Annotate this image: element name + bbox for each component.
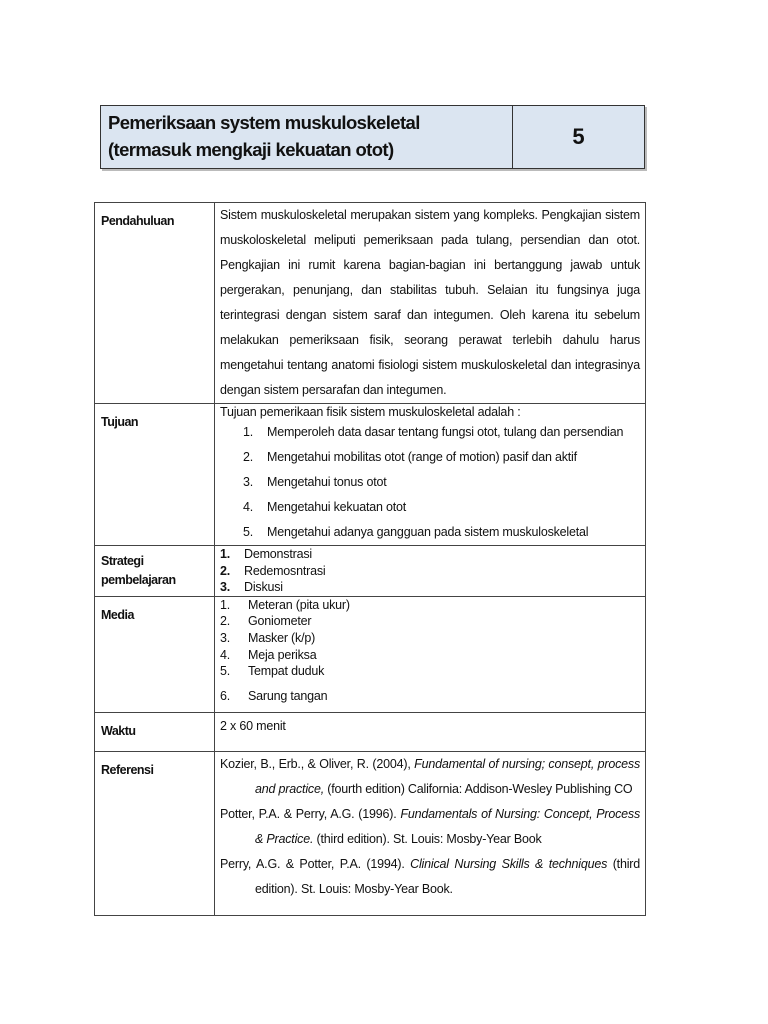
content-tujuan [215, 404, 646, 546]
tujuan-list [220, 420, 640, 545]
list-item: 1. Demonstrasi [220, 547, 312, 561]
waktu-value: 2 x 60 menit [220, 718, 286, 733]
content-referensi [215, 751, 646, 915]
tujuan-intro: Tujuan pemerikaan fisik sistem muskuloskeletal adalah : [220, 405, 521, 419]
list-item: 2. Mengetahui mobilitas otot (range of motion) pasif dan aktif [243, 450, 577, 464]
reference-item: Potter, P.A. & Perry, A.G. (1996). Fundamentals of Nursing: Concept, Process & Practice. (third edition). St. Louis: Mosby-Year Book [220, 806, 640, 846]
list-item: 4. Meja periksa [220, 647, 317, 662]
label-strategi: Strategi pembelajaran [95, 546, 215, 597]
list-item: 3. Masker (k/p) [220, 630, 316, 645]
content-waktu [215, 712, 646, 751]
list-item: 4. Mengetahui kekuatan otot [243, 500, 407, 514]
reference-item: Kozier, B., Erb., & Oliver, R. (2004), Fundamental of nursing; consept, process and practice, (fourth edition) California: Addison-Wesley Publishing CO [220, 756, 640, 796]
row-waktu [95, 712, 646, 751]
list-item: 3. Mengetahui tonus otot [243, 475, 387, 489]
list-item: 2. Goniometer [220, 614, 312, 629]
list-item: 2. Redemosntrasi [220, 563, 326, 578]
list-item: 1. Meteran (pita ukur) [220, 597, 350, 612]
content-media [215, 596, 646, 712]
row-media [95, 596, 646, 712]
label-tujuan: Tujuan [95, 404, 215, 546]
pendahuluan-text: Sistem muskuloskeletal merupakan sistem yang kompleks. Pengkajian sistem muskoloskeletal meliputi pemeriksaan pada tulang, persendian dan otot. Pengkajian ini rumit karena bagian-bagian ini bertanggung jawab untuk pergerakan, penunjang, dan stabilitas tubuh. Selaian itu fungsinya juga terintegrasi dengan sistem saraf dan integumen. Oleh karena itu sebelum melakukan pemeriksaan fisik, seorang perawat terlebih dahulu harus mengetahui tentang anatomi fisiologi sistem muskuloskeletal dan integrasinya dengan sistem persarafan dan integumen. [220, 208, 640, 397]
label-media: Media [95, 596, 215, 712]
content-pendahuluan [215, 203, 646, 404]
row-referensi [95, 751, 646, 915]
module-title [101, 106, 513, 168]
reference-item: Perry, A.G. & Potter, P.A. (1994). Clinical Nursing Skills & techniques (third edition). St. Louis: Mosby-Year Book. [220, 856, 640, 896]
strategi-list [220, 546, 640, 596]
module-title-line2: (termasuk mengkaji kekuatan otot) [108, 139, 394, 160]
list-item: 5. Tempat duduk [220, 664, 325, 679]
list-item: 5. Mengetahui adanya gangguan pada sistem muskuloskeletal [243, 525, 589, 539]
module-title-line1: Pemeriksaan system muskuloskeletal [108, 112, 420, 133]
row-tujuan [95, 404, 646, 546]
list-item: 6. Sarung tangan [220, 689, 328, 704]
content-strategi [215, 546, 646, 597]
list-item: 3. Diskusi [220, 580, 283, 594]
label-referensi: Referensi [95, 751, 215, 915]
label-pendahuluan: Pendahuluan [95, 203, 215, 404]
module-details-table [94, 202, 646, 916]
label-waktu: Waktu [95, 712, 215, 751]
media-list [220, 597, 640, 705]
list-item: 1. Memperoleh data dasar tentang fungsi otot, tulang dan persendian [243, 425, 624, 439]
module-number: 5 [572, 124, 585, 149]
row-strategi [95, 546, 646, 597]
row-pendahuluan [95, 203, 646, 404]
module-title-box [100, 105, 645, 169]
